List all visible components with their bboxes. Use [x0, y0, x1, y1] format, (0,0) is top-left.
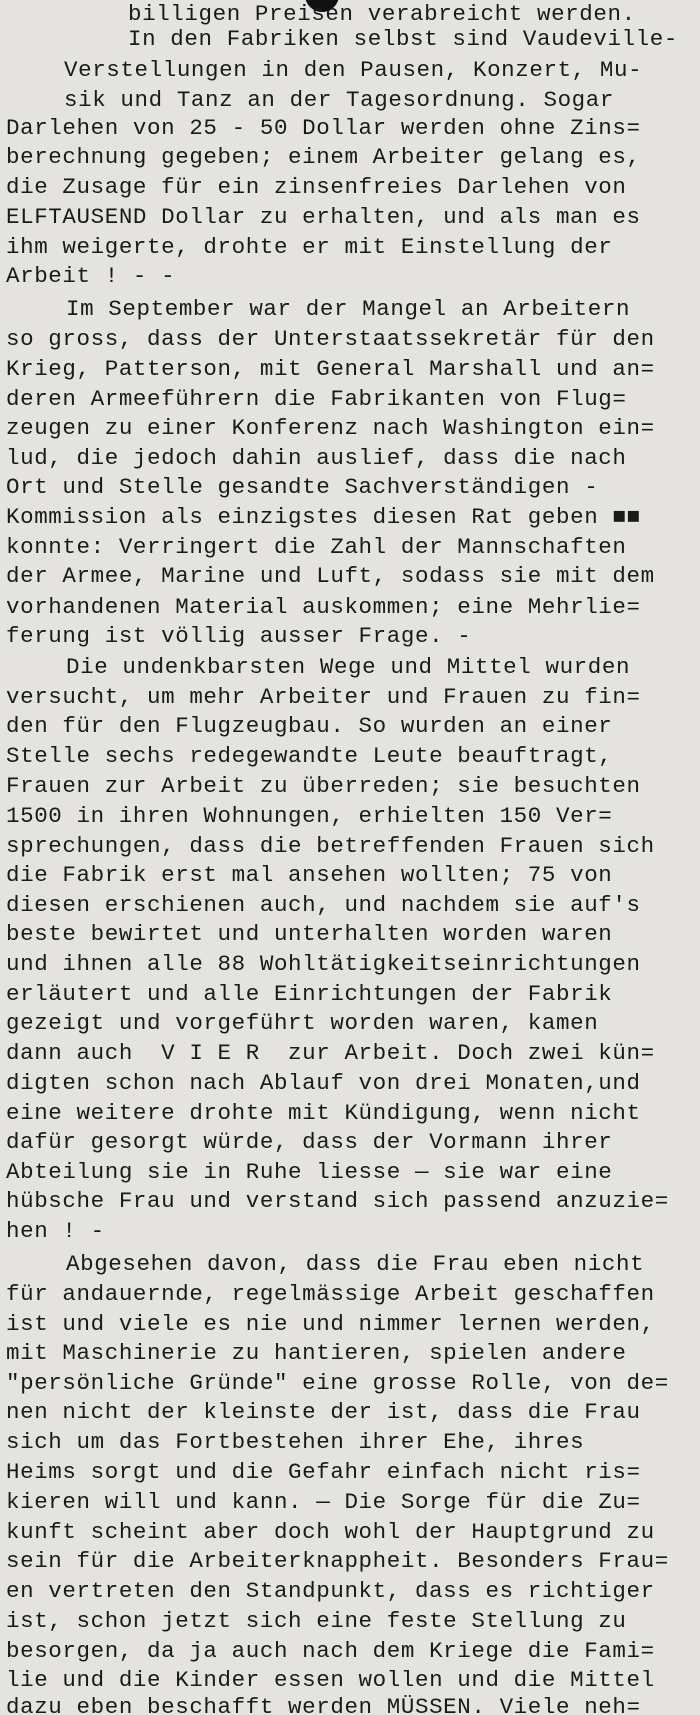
text-line: eine weitere drohte mit Kündigung, wenn nicht [6, 1100, 641, 1126]
text-line: sik und Tanz an der Tagesordnung. Sogar [64, 87, 614, 113]
text-line: billigen Preisen verabreicht werden. [128, 1, 636, 27]
text-line: Die undenkbarsten Wege und Mittel wurden [66, 654, 631, 680]
text-line: die Zusage für ein zinsenfreies Darlehen von [6, 174, 627, 200]
text-line: mit Maschinerie zu hantieren, spielen andere [6, 1340, 627, 1366]
text-line: Kommission als einzigstes diesen Rat geben ■■ [6, 504, 641, 530]
text-line: dann auch V I E R zur Arbeit. Doch zwei kün= [6, 1040, 655, 1066]
text-line: die Fabrik erst mal ansehen wollten; 75 von [6, 862, 613, 888]
text-line: erläutert und alle Einrichtungen der Fabrik [6, 981, 613, 1007]
text-line: vorhandenen Material auskommen; eine Mehrlie= [6, 594, 641, 620]
text-line: Darlehen von 25 - 50 Dollar werden ohne Zins= [6, 115, 641, 141]
text-line: Arbeit ! - - [6, 263, 176, 289]
text-line: ist und viele es nie und nimmer lernen werden, [6, 1311, 655, 1337]
text-line: lud, die jedoch dahin auslief, dass die nach [6, 445, 627, 471]
text-line: ferung ist völlig ausser Frage. - [6, 623, 472, 649]
text-line: zeugen zu einer Konferenz nach Washington ein= [6, 415, 655, 441]
text-line: ist, schon jetzt sich eine feste Stellung zu [6, 1608, 627, 1634]
text-line: Im September war der Mangel an Arbeitern [66, 296, 631, 322]
text-line: kieren will und kann. — Die Sorge für die Zu= [6, 1489, 641, 1515]
text-line: Verstellungen in den Pausen, Konzert, Mu- [64, 57, 643, 83]
text-line: der Armee, Marine und Luft, sodass sie mit dem [6, 563, 655, 589]
text-line: en vertreten den Standpunkt, dass es richtiger [6, 1578, 655, 1604]
text-line: den für den Flugzeugbau. So wurden an einer [6, 713, 613, 739]
text-line: hen ! - [6, 1218, 105, 1244]
text-line: In den Fabriken selbst sind Vaudeville- [128, 26, 678, 52]
text-line: sein für die Arbeiterknappheit. Besonders Frau= [6, 1548, 669, 1574]
text-line: dafür gesorgt würde, dass der Vormann ihrer [6, 1129, 613, 1155]
text-line: konnte: Verringert die Zahl der Mannschaften [6, 534, 627, 560]
text-line: digten schon nach Ablauf von drei Monaten,und [6, 1070, 641, 1096]
text-line: dazu eben beschafft werden MÜSSEN. Viele neh= [6, 1694, 641, 1715]
text-line: Abteilung sie in Ruhe liesse — sie war eine [6, 1159, 613, 1185]
text-line: deren Armeeführern die Fabrikanten von Flug= [6, 386, 627, 412]
text-line: hübsche Frau und verstand sich passend anzuzie= [6, 1188, 669, 1214]
text-line: Abgesehen davon, dass die Frau eben nicht [66, 1251, 645, 1277]
text-line: ELFTAUSEND Dollar zu erhalten, und als man es [6, 204, 641, 230]
text-line: Krieg, Patterson, mit General Marshall und an= [6, 356, 655, 382]
text-line: Ort und Stelle gesandte Sachverständigen - [6, 474, 599, 500]
text-line: sprechungen, dass die betreffenden Frauen sich [6, 833, 655, 859]
text-line: "persönliche Gründe" eine grosse Rolle, von de= [6, 1370, 669, 1396]
text-line: lie und die Kinder essen wollen und die Mittel [6, 1667, 655, 1693]
text-line: 1500 in ihren Wohnungen, erhielten 150 Ver= [6, 803, 613, 829]
text-line: ihm weigerte, drohte er mit Einstellung der [6, 234, 613, 260]
text-line: berechnung gegeben; einem Arbeiter gelang es, [6, 144, 641, 170]
text-line: nen nicht der kleinste der ist, dass die Frau [6, 1399, 641, 1425]
text-line: gezeigt und vorgeführt worden waren, kamen [6, 1010, 599, 1036]
text-line: diesen erschienen auch, und nachdem sie auf's [6, 892, 641, 918]
text-line: beste bewirtet und unterhalten worden waren [6, 921, 613, 947]
text-line: so gross, dass der Unterstaatssekretär für den [6, 326, 655, 352]
text-line: besorgen, da ja auch nach dem Kriege die Fami= [6, 1638, 655, 1664]
text-line: sich um das Fortbestehen ihrer Ehe, ihres [6, 1429, 585, 1455]
text-line: Heims sorgt und die Gefahr einfach nicht ris= [6, 1459, 641, 1485]
text-line: versucht, um mehr Arbeiter und Frauen zu fin= [6, 684, 641, 710]
text-line: Frauen zur Arbeit zu überreden; sie besuchten [6, 773, 641, 799]
text-line: für andauernde, regelmässige Arbeit geschaffen [6, 1281, 655, 1307]
text-line: kunft scheint aber doch wohl der Hauptgrund zu [6, 1519, 655, 1545]
text-line: Stelle sechs redegewandte Leute beauftragt, [6, 743, 613, 769]
text-line: und ihnen alle 88 Wohltätigkeitseinrichtungen [6, 951, 641, 977]
